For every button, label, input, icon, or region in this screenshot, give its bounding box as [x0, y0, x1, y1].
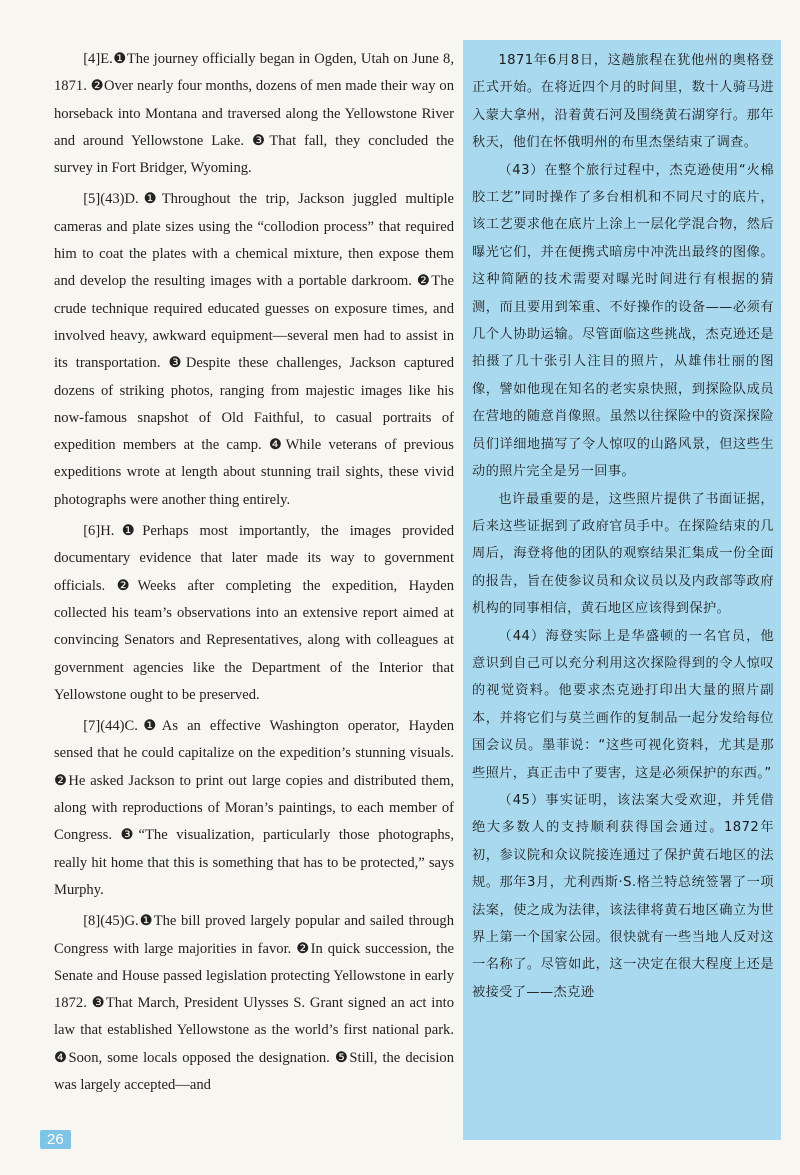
chinese-paragraph-6: 也许最重要的是，这些照片提供了书面证据，后来这些证据到了政府官员手中。在探险结束的几周后，海登将他的团队的观察结果汇集成一份全面的报告，旨在使参议员和众议员以及内政部等政府机构的同事相信，黄石地区应该得到保护。 — [472, 491, 774, 617]
english-column — [54, 46, 454, 1103]
chinese-translation-column — [463, 40, 781, 1140]
english-paragraph-6: [6]H.❶Perhaps most importantly, the images provided documentary evidence that later made its way to government officials. ❷Weeks after completing the expedition, Hayden collected his team’s observations into an extensive report aimed at convincing Senators and Representatives, along with colleagues at government agencies like the Department of the Interior that Yellowstone ought to be preserved. — [54, 523, 454, 703]
chinese-paragraph-8: （45）事实证明，该法案大受欢迎，并凭借绝大多数人的支持顺利获得国会通过。1872年初，参议院和众议院接连通过了保护黄石地区的法规。那年3月，尤利西斯·S.格兰特总统签署了一项法案，使之成为法律，该法律将黄石地区确立为世界上第一个国家公园。很快就有一些当地人反对这一名称了。尽管如此，这一决定在很大程度上还是被接受了——杰克逊 — [472, 792, 774, 1000]
chinese-paragraph-4: 1871年6月8日，这趟旅程在犹他州的奥格登正式开始。在将近四个月的时间里，数十人骑马进入蒙大拿州，沿着黄石河及围绕黄石湖穿行。那年秋天，他们在怀俄明州的布里杰堡结束了调查。 — [472, 53, 774, 151]
page-number: 26 — [40, 1130, 71, 1149]
english-paragraph-4: [4]E.❶The journey officially began in Ogden, Utah on June 8, 1871. ❷Over nearly four months, dozens of men made their way on horseback into Montana and traversed along the Yellowstone River and around Yellowstone Lake. ❸That fall, they concluded the survey in Fort Bridger, Wyoming. — [54, 51, 454, 177]
chinese-paragraph-7: （44）海登实际上是华盛顿的一名官员，他意识到自己可以充分利用这次探险得到的令人惊叹的视觉资料。他要求杰克逊打印出大量的照片副本，并将它们与莫兰画作的复制品一起分发给每位国会议员。墨菲说：“这些可视化资料，尤其是那些照片，真正击中了要害，这是必须保护的东西。” — [472, 628, 774, 781]
english-paragraph-7: [7](44)C.❶As an effective Washington operator, Hayden sensed that he could capitalize on the expedition’s stunning visuals. ❷He asked Jackson to print out large copies and distributed them, along with reproductions of Moran’s paintings, to each member of Congress. ❸“The visualization, particularly those photographs, really hit home that this is something that has to be protected,” says Murphy. — [54, 718, 454, 898]
english-paragraph-8: [8](45)G.❶The bill proved largely popular and sailed through Congress with large majorities in favor. ❷In quick succession, the Senate and House passed legislation protecting Yellowstone in early 1872. ❸That March, President Ulysses S. Grant signed an act into law that established Yellowstone as the world’s first national park. ❹Soon, some locals opposed the designation. ❺Still, the decision was largely accepted—and — [54, 913, 454, 1093]
english-paragraph-5: [5](43)D.❶Throughout the trip, Jackson juggled multiple cameras and plate sizes using the “collodion process” that required him to coat the plates with a chemical mixture, then expose them and develop the resulting images with a portable darkroom. ❷The crude technique required educated guesses on exposure times, and involved heavy, awkward equipment—several men had to assist in its transportation. ❸Despite these challenges, Jackson captured dozens of striking photos, ranging from majestic images like his now-famous snapshot of Old Faithful, to casual portraits of expedition members at the camp. ❹While veterans of previous expeditions wrote at length about stunning trail sights, these vivid photographs were another thing entirely. — [54, 191, 454, 508]
chinese-paragraph-5: （43）在整个旅行过程中，杰克逊使用“火棉胶工艺”同时操作了多台相机和不同尺寸的底片，该工艺要求他在底片上涂上一层化学混合物，然后曝光它们，并在便携式暗房中冲洗出最终的图像。这种简陋的技术需要对曝光时间进行有根据的猜测，而且要用到笨重、不好操作的设备——必须有几个人协助运输。尽管面临这些挑战，杰克逊还是拍摄了几十张引人注目的照片，从雄伟壮丽的图像，譬如他现在知名的老实泉快照，到探险队成员在营地的随意肖像照。虽然以往探险中的资深探险员们详细地描写了令人惊叹的山路风景，但这些生动的照片完全是另一回事。 — [472, 162, 774, 480]
